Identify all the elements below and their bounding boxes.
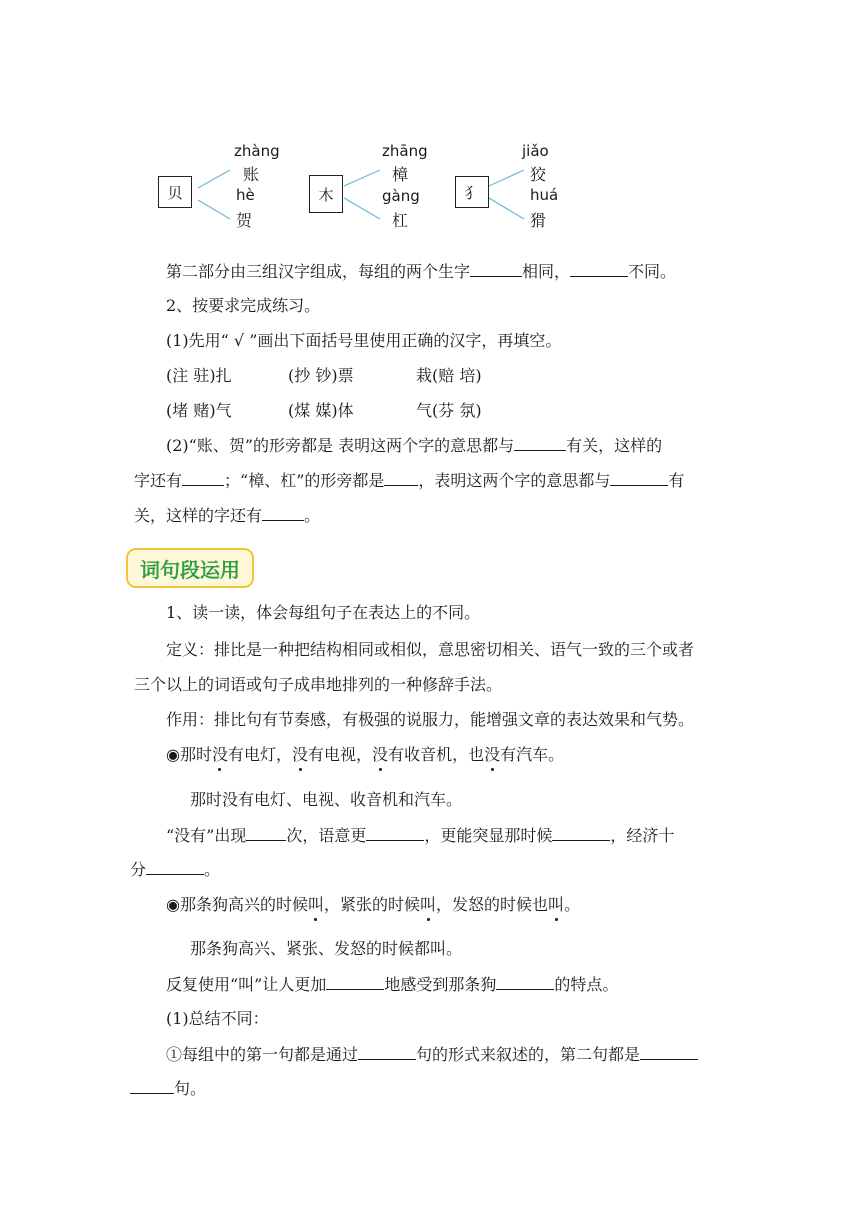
section-title-badge: 词句段运用 — [126, 548, 254, 588]
exercise-2-q1: (1)先用“ √ ”画出下面括号里使用正确的汉字，再填空。 — [166, 331, 562, 350]
exercise-2-q2-line2: 字还有 ；“樟、杠”的形旁都是 ，表明这两个字的意思都与 有 — [134, 471, 685, 490]
bullet-icon: ◉ — [166, 895, 180, 914]
usage-line: 作用：排比句有节奏感，有极强的说服力，能增强文章的表达效果和气势。 — [166, 710, 695, 729]
definition-line2: 三个以上的词语或句子成串地排列的一种修辞手法。 — [134, 675, 503, 694]
example-sentence-1b: 那时没有电灯、电视、收音机和汽车。 — [190, 790, 463, 809]
fill-blank[interactable] — [130, 1077, 174, 1094]
connector-lines — [0, 0, 860, 260]
fill-blank[interactable] — [384, 469, 418, 486]
pinyin: hè — [236, 186, 255, 204]
choice-item[interactable]: 气(芬 氛) — [416, 401, 482, 420]
part2-sentence: 第二部分由三组汉字组成，每组的两个生字 相同， 不同。 — [166, 262, 677, 281]
exercise-2-title: 2、按要求完成练习。 — [166, 296, 321, 315]
radical-box-3 — [455, 176, 489, 208]
choice-item[interactable]: (抄 钞)票 — [288, 366, 354, 385]
fill-blank[interactable] — [552, 824, 610, 841]
fill-blank[interactable] — [358, 1043, 416, 1060]
example-sentence-2: ◉那条狗高兴的时候叫，紧张的时候叫，发怒的时候也叫。 — [166, 895, 581, 914]
radical-box-1 — [158, 176, 192, 208]
hanzi: 猾 — [530, 211, 547, 230]
fill-blank[interactable] — [610, 469, 668, 486]
summary-point-1-cont: 句。 — [130, 1077, 206, 1099]
choice-item[interactable]: (堵 赌)气 — [166, 401, 232, 420]
exercise-2-q2-line3: 关，这样的字还有 。 — [134, 506, 321, 525]
exercise-2-q2-line1: (2)“账、贺”的形旁都是 表明这两个字的意思都与 有关，这样的 — [166, 436, 663, 455]
choice-item[interactable]: (煤 媒)体 — [288, 401, 354, 420]
choice-item[interactable]: (注 驻)扎 — [166, 366, 232, 385]
choice-item[interactable]: 栽(赔 培) — [416, 366, 482, 385]
pinyin: huá — [530, 186, 559, 204]
fill-blank[interactable] — [366, 824, 424, 841]
hanzi: 贺 — [236, 211, 253, 230]
fill-blank[interactable] — [326, 973, 384, 990]
fill-blank[interactable] — [246, 824, 286, 841]
pinyin: jiǎo — [522, 142, 549, 160]
question-meiyou: “没有”出现 次，语意更 ，更能突显那时候 ，经济十 — [166, 826, 675, 845]
fill-blank[interactable] — [496, 973, 554, 990]
question-meiyou-cont: 分 。 — [130, 860, 221, 879]
hanzi: 樟 — [392, 165, 409, 184]
hanzi: 账 — [243, 165, 260, 184]
hanzi: 狡 — [530, 165, 547, 184]
fill-blank[interactable] — [570, 260, 628, 277]
fill-blank[interactable] — [262, 504, 304, 521]
radical-char: 木 — [318, 185, 334, 204]
radical-box-2 — [309, 175, 343, 213]
pinyin: gàng — [382, 187, 420, 205]
radical-char: 犭 — [464, 183, 480, 202]
fill-blank[interactable] — [514, 434, 566, 451]
example-sentence-2b: 那条狗高兴、紧张、发怒的时候都叫。 — [190, 939, 463, 958]
pinyin: zhāng — [382, 142, 428, 160]
fill-blank[interactable] — [182, 469, 224, 486]
question-jiao: 反复使用“叫”让人更加 地感受到那条狗 的特点。 — [166, 975, 619, 994]
radical-char: 贝 — [167, 183, 183, 202]
definition-line1: 定义：排比是一种把结构相同或相似，意思密切相关、语气一致的三个或者 — [166, 640, 695, 659]
pinyin: zhàng — [234, 142, 280, 160]
summary-point-1: ①每组中的第一句都是通过 句的形式来叙述的，第二句都是 — [166, 1043, 698, 1065]
fill-blank[interactable] — [470, 260, 522, 277]
summary-title: (1)总结不同： — [166, 1009, 269, 1028]
section-ex1: 1、读一读，体会每组句子在表达上的不同。 — [166, 603, 481, 622]
example-sentence-1: ◉那时没有电灯，没有电视，没有收音机，也没有汽车。 — [166, 745, 565, 764]
hanzi: 杠 — [392, 211, 409, 230]
fill-blank[interactable] — [640, 1043, 698, 1060]
fill-blank[interactable] — [146, 858, 204, 875]
bullet-icon: ◉ — [166, 745, 180, 764]
